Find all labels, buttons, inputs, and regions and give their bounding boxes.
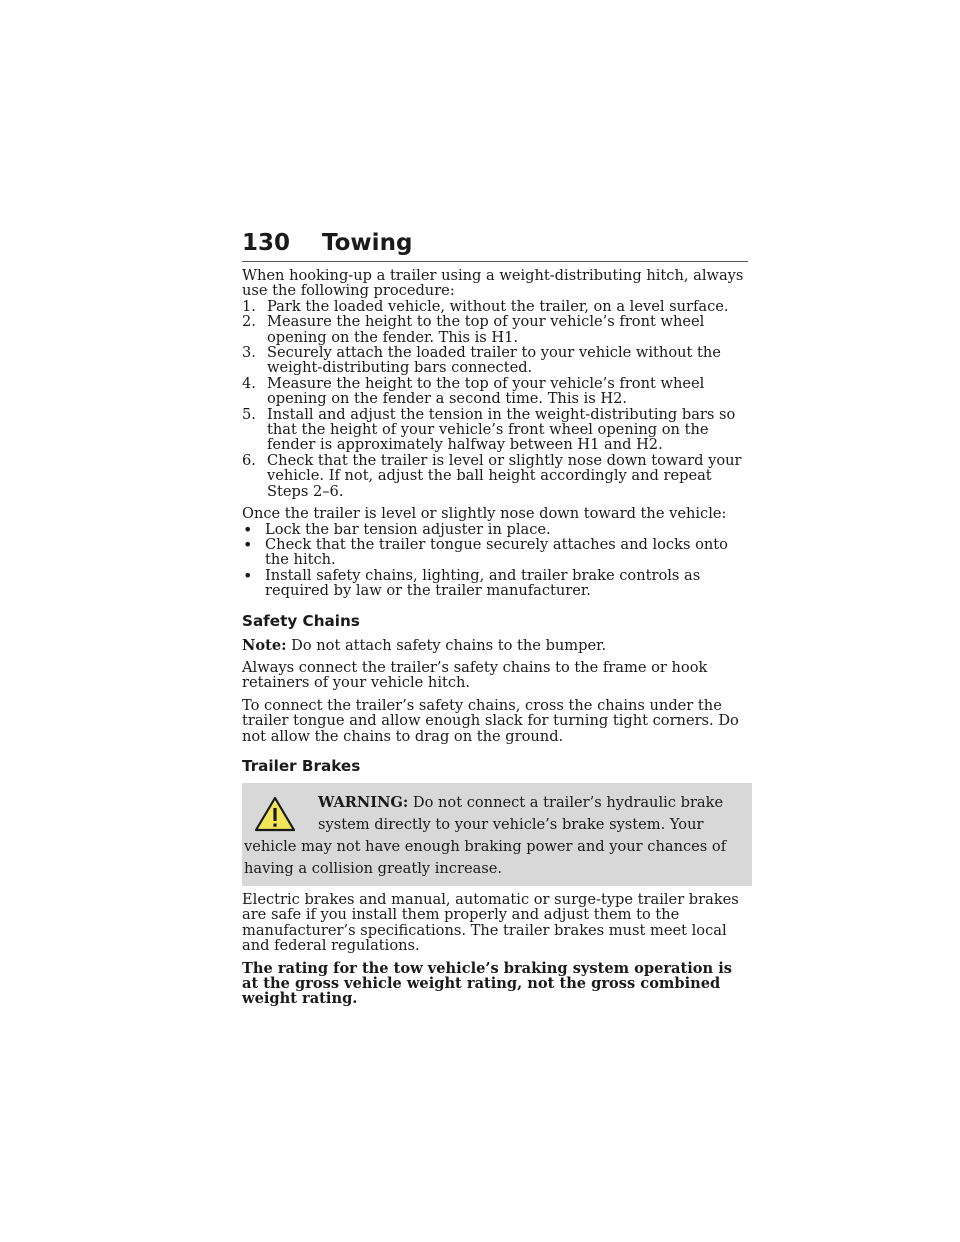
- step-text: Measure the height to the top of your vehicle’s front wheel opening on the fender. This is H1.: [267, 313, 705, 346]
- braking-rating-paragraph: The rating for the tow vehicle’s braking system operation is at the gross vehicle weight rating, not the gross combined weight rating.: [242, 959, 732, 1008]
- trailer-brakes-heading: Trailer Brakes: [242, 756, 361, 775]
- step-number: 4.: [242, 374, 256, 392]
- step-number: 2.: [242, 313, 256, 331]
- step-number: 6.: [242, 451, 256, 469]
- bullet-item: [242, 565, 752, 600]
- step-item: [242, 407, 752, 453]
- safety-chains-paragraph: Always connect the trailer’s safety chains to the frame or hook retainers of your vehicle hitch.: [242, 658, 708, 692]
- note-text: Do not attach safety chains to the bumper.: [291, 636, 607, 654]
- step-item: [242, 376, 752, 407]
- safety-chains-paragraph: To connect the trailer’s safety chains, cross the chains under the trailer tongue and allow enough slack for turning tight corners. Do not allow the chains to drag on the ground.: [242, 696, 739, 745]
- step-item: [242, 314, 752, 345]
- bullet-icon: •: [243, 565, 253, 585]
- bullet-text: Install safety chains, lighting, and trailer brake controls as required by law or the trailer manufacturer.: [265, 566, 701, 600]
- bullet-item: [242, 519, 752, 539]
- intro-paragraph: When hooking-up a trailer using a weight-distributing hitch, always use the following procedure:: [242, 267, 744, 300]
- bullet-icon: •: [243, 519, 253, 539]
- bullet-text: Lock the bar tension adjuster in place.: [265, 520, 551, 538]
- step-item: [242, 453, 752, 499]
- page-content: [242, 268, 752, 1014]
- step-number: 1.: [242, 297, 256, 315]
- page-header: [242, 228, 748, 262]
- step-text: Install and adjust the tension in the weight-distributing bars so that the height of your vehicle’s front wheel opening on the fender is approximately halfway between H1 and H2.: [267, 405, 736, 454]
- page-number: 130: [242, 230, 291, 256]
- step-item: [242, 345, 752, 376]
- after-steps-paragraph: Once the trailer is level or slightly nose down toward the vehicle:: [242, 505, 727, 523]
- warning-triangle-icon: [254, 796, 296, 832]
- bullet-icon: •: [243, 534, 253, 554]
- section-title: Towing: [322, 230, 413, 256]
- header-rule: [242, 261, 748, 262]
- warning-text: Do not connect a trailer’s hydraulic brake system directly to your vehicle’s brake system. Your vehicle may not have enough braking power and your chances of having a collision greatly increase.: [244, 793, 727, 877]
- note-paragraph: [242, 638, 752, 653]
- steps-list: [242, 299, 752, 499]
- note-label: Note:: [242, 636, 287, 654]
- safety-chains-heading: Safety Chains: [242, 611, 360, 630]
- bullet-text: Check that the trailer tongue securely attaches and locks onto the hitch.: [265, 535, 728, 569]
- step-text: Park the loaded vehicle, without the trailer, on a level surface.: [267, 297, 729, 315]
- bullet-item: [242, 534, 752, 569]
- step-number: 3.: [242, 344, 256, 362]
- step-item: [242, 299, 752, 314]
- step-text: Measure the height to the top of your vehicle’s front wheel opening on the fender a second time. This is H2.: [267, 374, 705, 408]
- step-text: Check that the trailer is level or slightly nose down toward your vehicle. If not, adjust the ball height accordingly and repeat Steps 2–6.: [267, 451, 742, 500]
- warning-box: [242, 783, 752, 886]
- bullet-list: [242, 519, 752, 600]
- warning-label: WARNING:: [318, 793, 409, 811]
- step-number: 5.: [242, 405, 256, 423]
- step-text: Securely attach the loaded trailer to your vehicle without the weight-distributing bars connected.: [267, 344, 721, 377]
- trailer-brakes-paragraph: Electric brakes and manual, automatic or surge-type trailer brakes are safe if you install them properly and adjust them to the manufacturer’s specifications. The trailer brakes must meet local and federal regulations.: [242, 890, 739, 955]
